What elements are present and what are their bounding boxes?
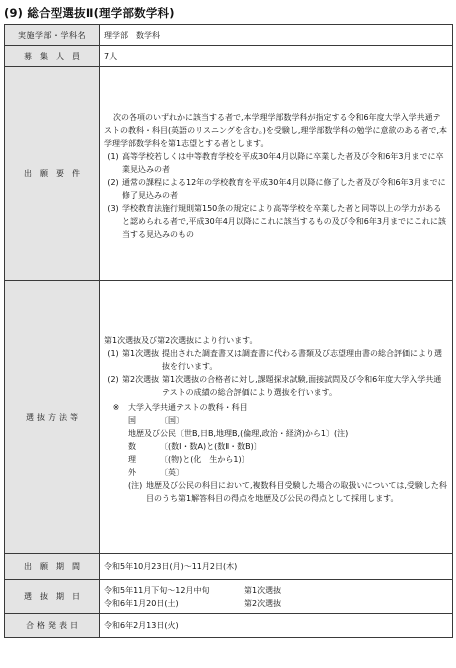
row-department xyxy=(5,25,453,46)
requirement-number: (3) xyxy=(107,203,119,213)
subject-detail: 〔英〕 xyxy=(160,467,184,477)
subject-detail: 〔国〕 xyxy=(160,415,184,425)
value-announcement: 令和6年2月13日(火) xyxy=(100,614,453,638)
selection-date: 令和6年1月20日(土) xyxy=(104,598,179,608)
requirement-number: (1) xyxy=(107,151,119,161)
label-selection: 選抜期日 xyxy=(5,580,100,614)
row-application xyxy=(5,554,453,580)
method-item xyxy=(104,347,448,373)
note-title: 大学入学共通テストの教科・科目 xyxy=(128,402,248,412)
selection-stage: 第2次選抜 xyxy=(244,598,282,608)
value-selection xyxy=(100,580,453,614)
subject-name: 国 xyxy=(128,415,136,425)
subject-row xyxy=(104,427,448,440)
row-capacity xyxy=(5,46,453,67)
page-title: (9) 総合型選抜Ⅱ(理学部数学科) xyxy=(4,6,175,20)
value-department: 理学部 数学科 xyxy=(100,25,453,46)
method-intro: 第1次選抜及び第2次選抜により行います。 xyxy=(104,335,258,345)
requirement-number: (2) xyxy=(107,177,119,187)
row-selection xyxy=(5,580,453,614)
method-text: 提出された調査書又は調査書に代わる書類及び志望理由書の総合評価により選抜を行います。 xyxy=(162,348,442,371)
subject-name: 外 xyxy=(128,467,136,477)
method-stage: 第2次選抜 xyxy=(122,374,160,384)
subject-detail: 〔世B,日B,地理B,(倫理,政治・経済)から1〕(注) xyxy=(176,428,349,438)
row-requirements xyxy=(5,67,453,281)
note-mark: ※ xyxy=(112,402,120,412)
label-application: 出願期間 xyxy=(5,554,100,580)
method-number: (2) xyxy=(107,374,119,384)
selection-date: 令和5年11月下旬～12月中旬 xyxy=(104,585,210,595)
requirement-item xyxy=(104,150,448,176)
test-subjects-note xyxy=(104,401,448,414)
subject-name: 数 xyxy=(128,441,136,451)
requirement-item xyxy=(104,176,448,202)
admission-table xyxy=(4,24,453,638)
requirement-item xyxy=(104,202,448,241)
requirements-intro: 次の各項のいずれかに該当する者で,本学理学部数学科が指定する令和6年度大学入学共通テストの教科・科目(英語のリスニングを含む。)を受験し,理学部数学科の勉学に意欲のある者で,本学理学部数学科を第1志望とする者とします。 xyxy=(104,112,448,148)
requirement-text: 通常の課程による12年の学校教育を平成30年4月以降に修了した者及び令和6年3月までに修了見込みの者 xyxy=(122,177,446,200)
value-application: 令和5年10月23日(月)～11月2日(木) xyxy=(100,554,453,580)
subject-row xyxy=(104,414,448,427)
subject-name: 地歴及び公民 xyxy=(128,428,176,438)
requirement-text: 高等学校若しくは中等教育学校を平成30年4月以降に卒業した者及び令和6年3月までに卒業見込みの者 xyxy=(122,151,444,174)
selection-line xyxy=(104,597,448,610)
subject-row xyxy=(104,453,448,466)
method-text: 第1次選抜の合格者に対し,課題探求試験,面接試問及び令和6年度大学入学共通テストの成績の総合評価により選抜を行います。 xyxy=(162,374,442,397)
method-stage: 第1次選抜 xyxy=(122,348,160,358)
label-department: 実施学部・学科名 xyxy=(5,25,100,46)
row-announcement xyxy=(5,614,453,638)
label-requirements: 出願要件 xyxy=(5,67,100,281)
subject-detail: 〔(物)と(化 生から1)〕 xyxy=(160,454,250,464)
remark-text: 地歴及び公民の科目において,複数科目受験した場合の取扱いについては,受験した科目のうち第1解答科目の得点を地歴及び公民の得点として採用します。 xyxy=(146,480,447,503)
selection-stage: 第1次選抜 xyxy=(244,585,282,595)
subject-detail: 〔(数Ⅰ・数A)と(数Ⅱ・数B)〕 xyxy=(160,441,262,451)
requirement-text: 学校教育法施行規則第150条の規定により高等学校を卒業した者と同等以上の学力があると認められる者で,平成30年4月以降にこれに該当するもの及び令和6年3月までにこれに該当する見込みのもの xyxy=(122,203,446,239)
value-method xyxy=(100,281,453,554)
subject-name: 理 xyxy=(128,454,136,464)
label-method: 選抜方法等 xyxy=(5,281,100,554)
label-announcement: 合格発表日 xyxy=(5,614,100,638)
row-method xyxy=(5,281,453,554)
remark-mark: (注) xyxy=(128,480,143,490)
method-item xyxy=(104,373,448,399)
subject-row xyxy=(104,440,448,453)
subject-remark xyxy=(104,479,448,505)
value-requirements xyxy=(100,67,453,281)
value-capacity: 7人 xyxy=(100,46,453,67)
selection-line xyxy=(104,584,448,597)
method-number: (1) xyxy=(107,348,119,358)
label-capacity: 募集人員 xyxy=(5,46,100,67)
subject-row xyxy=(104,466,448,479)
